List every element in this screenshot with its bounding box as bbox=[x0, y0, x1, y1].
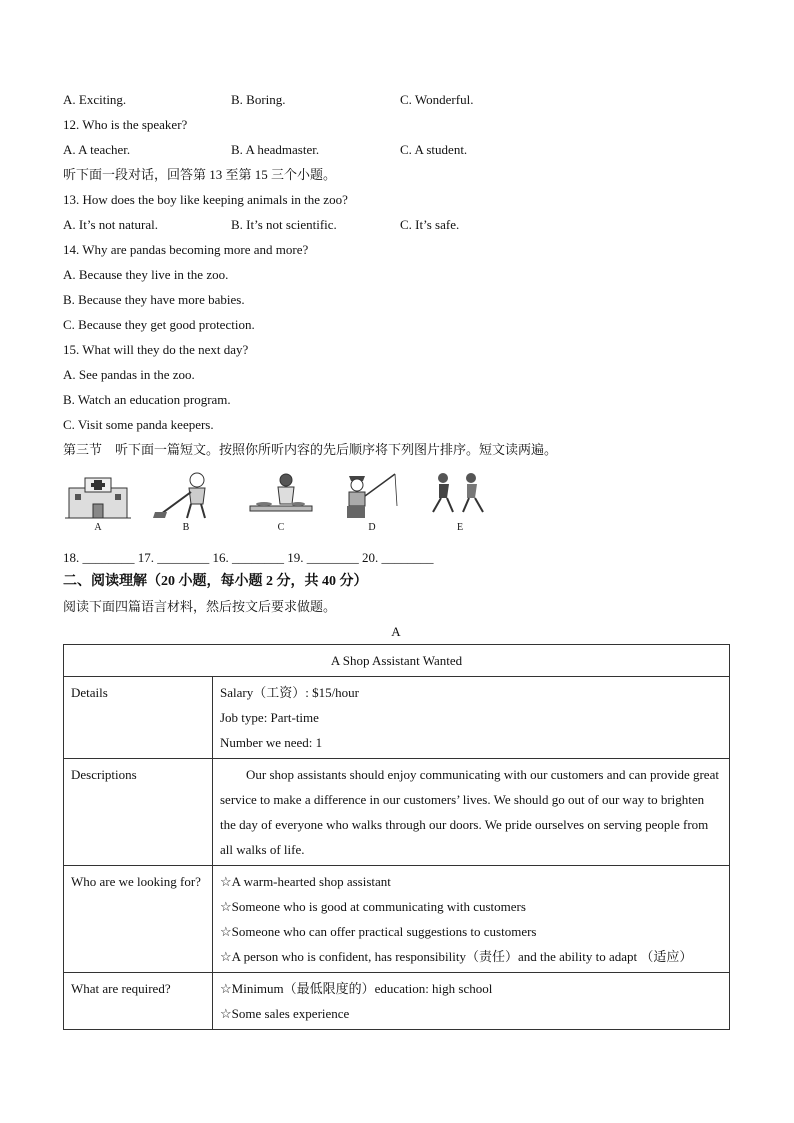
q13-option-a: A. It’s not natural. bbox=[63, 217, 158, 232]
job-ad-table bbox=[63, 644, 730, 1030]
part2-heading: 二、阅读理解（20 小题，每小题 2 分，共 40 分） bbox=[63, 574, 368, 589]
table-row bbox=[64, 759, 730, 866]
q11-option-a: A. Exciting. bbox=[63, 92, 127, 107]
details-salary: Salary（工资）: $15/hour bbox=[220, 685, 360, 700]
picture-b bbox=[151, 470, 221, 538]
instruction-13-15: 听下面一段对话，回答第 13 至第 15 三个小题。 bbox=[63, 167, 337, 182]
running-kids-icon bbox=[425, 470, 495, 522]
sweeping-boy-icon bbox=[151, 470, 221, 522]
section3-instruction: 第三节 听下面一篇短文。按照你所听内容的先后顺序将下列图片排序。短文读两遍。 bbox=[63, 442, 558, 457]
q12-question: 12. Who is the speaker? bbox=[63, 117, 188, 132]
q11-option-b: B. Boring. bbox=[231, 92, 286, 107]
picture-row bbox=[63, 470, 503, 538]
q14-option-a: A. Because they live in the zoo. bbox=[63, 267, 229, 282]
details-label: Details bbox=[64, 677, 213, 759]
table-row bbox=[64, 973, 730, 1030]
details-job-type: Job type: Part-time bbox=[220, 710, 319, 725]
required-cell bbox=[213, 973, 730, 1030]
picture-b-label: B bbox=[182, 522, 190, 533]
picture-a-label: A bbox=[94, 522, 102, 533]
q15-option-b: B. Watch an education program. bbox=[63, 392, 231, 407]
picture-e-label: E bbox=[456, 522, 464, 533]
q13-option-c: C. It’s safe. bbox=[400, 217, 460, 232]
picture-d-label: D bbox=[368, 522, 376, 533]
q13-question: 13. How does the boy like keeping animals in the zoo? bbox=[63, 192, 348, 207]
hospital-icon bbox=[63, 470, 133, 522]
q14-question: 14. Why are pandas becoming more and more? bbox=[63, 242, 309, 257]
looking-label: Who are we looking for? bbox=[64, 866, 213, 973]
q15-option-c: C. Visit some panda keepers. bbox=[63, 417, 214, 432]
table-row bbox=[64, 677, 730, 759]
required-item: ☆Minimum（最低限度的）education: high school bbox=[220, 981, 493, 996]
table-row bbox=[64, 866, 730, 973]
q15-question: 15. What will they do the next day? bbox=[63, 342, 249, 357]
q14-option-b: B. Because they have more babies. bbox=[63, 292, 245, 307]
looking-item: ☆Someone who can offer practical suggestions to customers bbox=[220, 924, 537, 939]
picture-d bbox=[337, 470, 407, 538]
q12-option-a: A. A teacher. bbox=[63, 142, 131, 157]
q12-option-c: C. A student. bbox=[400, 142, 468, 157]
descriptions-text: Our shop assistants should enjoy communicating with our customers and can provide great service to make a difference in our customers’ lives. We should go out of our way to brighten the day of everyone who walks through our doors. We pride ourselves on serving people from all walks of life. bbox=[213, 759, 730, 866]
picture-c-label: C bbox=[277, 522, 285, 533]
picture-c bbox=[246, 470, 316, 538]
picture-e bbox=[425, 470, 495, 538]
passage-label: A bbox=[391, 624, 401, 639]
fishing-man-icon bbox=[337, 470, 407, 522]
details-number: Number we need: 1 bbox=[220, 735, 323, 750]
q12-option-b: B. A headmaster. bbox=[231, 142, 320, 157]
q15-option-a: A. See pandas in the zoo. bbox=[63, 367, 195, 382]
looking-cell bbox=[213, 866, 730, 973]
q13-option-b: B. It’s not scientific. bbox=[231, 217, 337, 232]
details-cell bbox=[213, 677, 730, 759]
ad-title: A Shop Assistant Wanted bbox=[64, 645, 730, 677]
order-blanks: 18. ________ 17. ________ 16. ________ 19. ________ 20. ________ bbox=[63, 550, 434, 565]
looking-item: ☆Someone who is good at communicating with customers bbox=[220, 899, 526, 914]
looking-item: ☆A person who is confident, has responsibility（责任）and the ability to adapt （适应） bbox=[220, 949, 693, 964]
picture-a bbox=[63, 470, 133, 538]
descriptions-label: Descriptions bbox=[64, 759, 213, 866]
q14-option-c: C. Because they get good protection. bbox=[63, 317, 255, 332]
looking-item: ☆A warm-hearted shop assistant bbox=[220, 874, 391, 889]
cook-icon bbox=[246, 470, 316, 522]
table-row bbox=[64, 645, 730, 677]
part2-instruction: 阅读下面四篇语言材料，然后按文后要求做题。 bbox=[63, 599, 337, 614]
required-label: What are required? bbox=[64, 973, 213, 1030]
required-item: ☆Some sales experience bbox=[220, 1006, 350, 1021]
q11-option-c: C. Wonderful. bbox=[400, 92, 474, 107]
